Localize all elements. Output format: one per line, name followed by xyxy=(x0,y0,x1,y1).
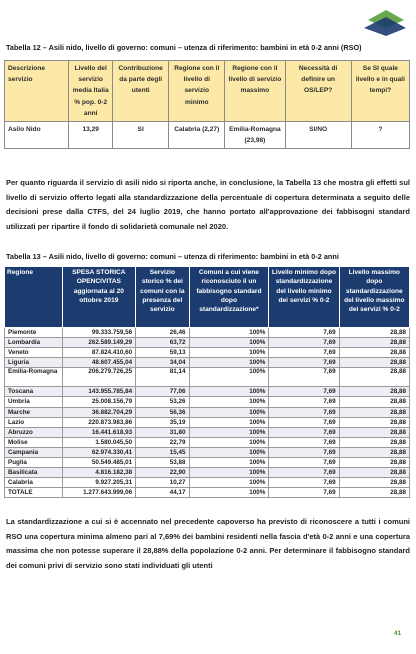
table-row xyxy=(5,447,410,457)
table-cell: 28,88 xyxy=(339,387,409,397)
table-cell: 206.279.726,25 xyxy=(62,368,136,387)
table-cell: 28,88 xyxy=(339,358,409,368)
table-cell: 7,69 xyxy=(269,397,339,407)
table-cell: SI xyxy=(113,122,169,149)
table-cell: 28,88 xyxy=(339,417,409,427)
table-cell: Abruzzo xyxy=(5,427,63,437)
table-cell: 100% xyxy=(189,387,269,397)
table-cell: 9.927.205,31 xyxy=(62,478,136,488)
table-header-cell: Necessità di definire un OS/LEP? xyxy=(285,61,351,122)
table-cell: 81,14 xyxy=(136,368,189,387)
table-cell: 16.441.618,93 xyxy=(62,427,136,437)
logo-icon xyxy=(362,6,406,36)
table-cell: Veneto xyxy=(5,348,63,358)
table-cell: 63,72 xyxy=(136,338,189,348)
table-cell: 100% xyxy=(189,417,269,427)
table-cell: 7,69 xyxy=(269,458,339,468)
table-header-row xyxy=(5,267,410,328)
table-header-cell: Regione xyxy=(5,267,63,328)
table-cell: 7,69 xyxy=(269,348,339,358)
table-cell: 44,17 xyxy=(136,488,189,498)
table-cell: Emilia-Romagna (23,98) xyxy=(225,122,285,149)
table-cell: 28,88 xyxy=(339,488,409,498)
table-cell: 7,69 xyxy=(269,417,339,427)
table-row xyxy=(5,368,410,387)
table-cell: Calabria (2,27) xyxy=(169,122,225,149)
table-cell: 7,69 xyxy=(269,447,339,457)
table-header-cell: Descrizione servizio xyxy=(5,61,69,122)
table12-caption: Tabella 12 – Asili nido, livello di governo: comuni – utenza di riferimento: bambini in età 0-2 anni (RSO) xyxy=(6,43,362,52)
table-header-cell: Comuni a cui viene riconosciuto il un fabbisogno standard dopo standardizzazione* xyxy=(189,267,269,328)
body-paragraph: La standardizzazione a cui si è accennato nel precedente capoverso ha previsto di riconoscere a tutti i comuni RSO una copertura minima almeno pari al 7,69% dei bambini residenti nella fascia d'età 0-2 anni e una copertura massima che non potesse superare il 28,88% della popolazione 0-2 anni. Per determinare il fabbisogno standard dei comuni privi di servizio sono stati individuati gli utenti xyxy=(6,517,410,571)
table-cell: Campania xyxy=(5,447,63,457)
table-header-cell: Contribuzione da parte degli utenti xyxy=(113,61,169,122)
table-row xyxy=(5,338,410,348)
table-cell: 7,69 xyxy=(269,387,339,397)
table-row xyxy=(5,328,410,338)
table-cell: 100% xyxy=(189,437,269,447)
table-cell: 25.008.156,79 xyxy=(62,397,136,407)
table-cell: 99.333.759,56 xyxy=(62,328,136,338)
table-row xyxy=(5,458,410,468)
table-cell: 1.580.045,50 xyxy=(62,437,136,447)
table-header-cell: Livello massimo dopo standardizzazione del livello massimo dei servizi % 0-2 xyxy=(339,267,409,328)
table-cell: Umbria xyxy=(5,397,63,407)
table-12 xyxy=(4,60,410,149)
table-cell: Asilo Nido xyxy=(5,122,69,149)
table-row xyxy=(5,397,410,407)
table-header-row xyxy=(5,61,410,122)
table-cell: 10,27 xyxy=(136,478,189,488)
table-cell: Liguria xyxy=(5,358,63,368)
table-cell: 50.549.485,01 xyxy=(62,458,136,468)
table-cell: 28,88 xyxy=(339,368,409,387)
table-cell: 48.607.455,04 xyxy=(62,358,136,368)
table-cell: 15,45 xyxy=(136,447,189,457)
table-row xyxy=(5,437,410,447)
table-cell: 7,69 xyxy=(269,358,339,368)
table-row xyxy=(5,122,410,149)
table-cell: Lazio xyxy=(5,417,63,427)
table-cell: 53,88 xyxy=(136,458,189,468)
table-row xyxy=(5,427,410,437)
table-cell: 4.816.182,38 xyxy=(62,468,136,478)
table-cell: 22,90 xyxy=(136,468,189,478)
table-cell: 7,69 xyxy=(269,328,339,338)
table-header-cell: Livello minimo dopo standardizzazione del livello minimo dei servizi % 0-2 xyxy=(269,267,339,328)
table-cell: Molise xyxy=(5,437,63,447)
table-cell: Toscana xyxy=(5,387,63,397)
table-total-row xyxy=(5,488,410,498)
table-13 xyxy=(4,266,410,498)
table-header-cell: Regione con il livello di servizio massimo xyxy=(225,61,285,122)
table-cell: 7,69 xyxy=(269,437,339,447)
table-cell: 7,69 xyxy=(269,407,339,417)
table-cell: 7,69 xyxy=(269,427,339,437)
table-cell: 100% xyxy=(189,458,269,468)
table-cell: 7,69 xyxy=(269,338,339,348)
table-cell: 22,79 xyxy=(136,437,189,447)
table-cell: 100% xyxy=(189,368,269,387)
table-row xyxy=(5,478,410,488)
table-cell: SI/NO xyxy=(285,122,351,149)
table-cell: 100% xyxy=(189,338,269,348)
table-cell: 28,88 xyxy=(339,407,409,417)
table-header-cell: Livello del servizio media Italia % pop. 0-2 anni xyxy=(69,61,113,122)
table-cell: 62.974.330,41 xyxy=(62,447,136,457)
table-cell: 262.589.149,29 xyxy=(62,338,136,348)
table-row xyxy=(5,468,410,478)
table-cell: Emilia-Romagna xyxy=(5,368,63,387)
table-cell: 28,88 xyxy=(339,458,409,468)
table-cell: Basilicata xyxy=(5,468,63,478)
table-cell: Lombardia xyxy=(5,338,63,348)
table-cell: 28,88 xyxy=(339,478,409,488)
table-cell: 220.873.983,86 xyxy=(62,417,136,427)
table-cell: 34,04 xyxy=(136,358,189,368)
table-cell: Puglia xyxy=(5,458,63,468)
table-cell: 100% xyxy=(189,427,269,437)
table-cell: 7,69 xyxy=(269,368,339,387)
table-cell: Marche xyxy=(5,407,63,417)
table-cell: 28,88 xyxy=(339,437,409,447)
table-cell: 100% xyxy=(189,447,269,457)
table-cell: 100% xyxy=(189,348,269,358)
table-cell: Piemonte xyxy=(5,328,63,338)
table-cell: 7,69 xyxy=(269,478,339,488)
page-number: 41 xyxy=(394,630,402,637)
table-cell: 100% xyxy=(189,468,269,478)
table-cell: 56,36 xyxy=(136,407,189,417)
table-cell: 100% xyxy=(189,358,269,368)
table-cell: 59,13 xyxy=(136,348,189,358)
table-cell: Calabria xyxy=(5,478,63,488)
table-cell: 28,88 xyxy=(339,397,409,407)
table-header-cell: Servizio storico % dei comuni con la presenza del servizio xyxy=(136,267,189,328)
table-cell: 28,88 xyxy=(339,338,409,348)
table-cell: 87.824.410,60 xyxy=(62,348,136,358)
table-row xyxy=(5,407,410,417)
table-header-cell: Regione con il livello di servizio minimo xyxy=(169,61,225,122)
table-cell: 28,88 xyxy=(339,328,409,338)
table-cell: 143.955.785,84 xyxy=(62,387,136,397)
table-cell: 1.277.643.999,06 xyxy=(62,488,136,498)
table13-caption: Tabella 13 – Asili nido, livello di governo: comuni – utenza di riferimento: bambini in età 0-2 anni xyxy=(6,252,339,261)
table-row xyxy=(5,358,410,368)
table-cell: 28,88 xyxy=(339,447,409,457)
table-cell: TOTALE xyxy=(5,488,63,498)
table-header-cell: SPESA STORICA OPENCIVITAS aggiornata al 20 ottobre 2019 xyxy=(62,267,136,328)
table-cell: 35,19 xyxy=(136,417,189,427)
table-cell: 28,88 xyxy=(339,427,409,437)
body-paragraph: Per quanto riguarda il servizio di asili nido si riporta anche, in conclusione, la Tabella 13 che mostra gli effetti sul livello di servizio offerto legati alla standardizzazione della percentuale di copertura determinata a seguito delle decisioni prese dalla CTFS, del 24 luglio 2019, che hanno portato all'approvazione dei fabbisogni standard utilizzati per ripartire il fondo di solidarietà comunale nel 2020. xyxy=(6,178,410,232)
table-cell: 28,88 xyxy=(339,348,409,358)
table-cell: 36.882.704,29 xyxy=(62,407,136,417)
table-row xyxy=(5,417,410,427)
table-row xyxy=(5,387,410,397)
table-cell: ? xyxy=(351,122,409,149)
table-cell: 7,69 xyxy=(269,468,339,478)
table-cell: 100% xyxy=(189,488,269,498)
table-cell: 100% xyxy=(189,328,269,338)
table-cell: 77,06 xyxy=(136,387,189,397)
table-cell: 28,88 xyxy=(339,468,409,478)
table-cell: 100% xyxy=(189,478,269,488)
table-cell: 100% xyxy=(189,407,269,417)
table-cell: 26,46 xyxy=(136,328,189,338)
table-cell: 53,26 xyxy=(136,397,189,407)
table-cell: 13,29 xyxy=(69,122,113,149)
table-cell: 7,69 xyxy=(269,488,339,498)
table-cell: 100% xyxy=(189,397,269,407)
table-cell: 31,80 xyxy=(136,427,189,437)
table-header-cell: Se SI quale livello e in quali tempi? xyxy=(351,61,409,122)
table-row xyxy=(5,348,410,358)
